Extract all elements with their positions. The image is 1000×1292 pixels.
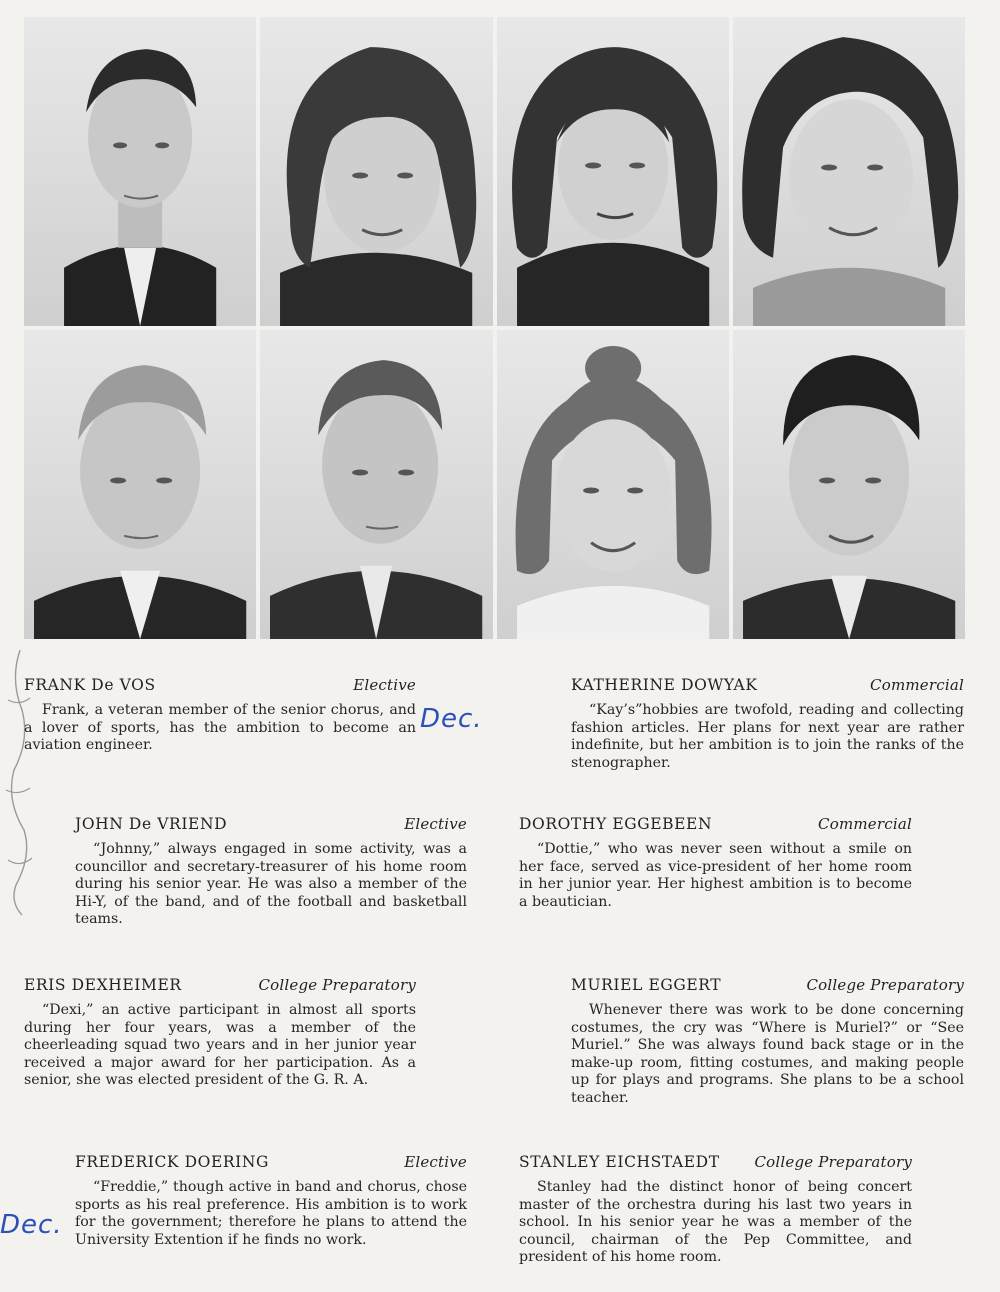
- portrait-frank-de-vos: [24, 17, 256, 326]
- student-bio: “Dottie,” who was never seen without a smile on her face, served as vice-president of her home room in her junior year. Her highest ambition is to become a beautician.: [519, 841, 912, 910]
- entry-frederick-doering: [75, 1153, 467, 1249]
- student-bio: Whenever there was work to be done concerning costumes, the cry was “Where is Muriel?” or “See Muriel.” She was always found back stage or in the make-up room, fitting costumes, and making people up for plays and programs. She plans to be a school teacher.: [571, 1002, 964, 1106]
- course-label: Commercial: [818, 815, 912, 833]
- entry-muriel-eggert: [571, 976, 964, 1108]
- student-name: JOHN De VRIEND: [75, 815, 228, 833]
- student-bio: “Freddie,” though active in band and chorus, chose sports as his real preference. His ambition is to work for the government; therefore he plans to attend the University Extention if he finds no work.: [75, 1179, 467, 1248]
- student-bio: “Johnny,” always engaged in some activity, was a councillor and secretary-treasurer of his home room during his senior year. He was also a member of the Hi-Y, of the band, and of the football and basketball teams.: [75, 841, 467, 928]
- course-label: Elective: [404, 815, 467, 833]
- student-name: ERIS DEXHEIMER: [24, 976, 182, 994]
- portrait-dorothy-eggebeen: [497, 17, 729, 326]
- student-name: KATHERINE DOWYAK: [571, 676, 758, 694]
- portrait-dorothy-eggebeen-2: [733, 17, 965, 326]
- portrait-grid: [24, 17, 965, 639]
- student-name: FRANK De VOS: [24, 676, 156, 694]
- portrait-muriel-eggert: [260, 330, 492, 639]
- course-label: Elective: [404, 1153, 467, 1171]
- entry-stanley-eichstaedt: [519, 1153, 912, 1267]
- entry-katherine-dowyak: [571, 676, 964, 772]
- student-bio: Frank, a veteran member of the senior chorus, and a lover of sports, has the ambition to become an aviation engineer.: [24, 702, 416, 754]
- portrait-john-de-vriend: [24, 330, 256, 639]
- student-name: STANLEY EICHSTAEDT: [519, 1153, 720, 1171]
- student-name: DOROTHY EGGEBEEN: [519, 815, 713, 833]
- course-label: Elective: [353, 676, 416, 694]
- portrait-katherine-dowyak: [260, 17, 492, 326]
- entry-john-de-vriend: [75, 815, 467, 929]
- portrait-stanley-eichstaedt: [733, 330, 965, 639]
- handwritten-note: Dec.: [0, 1210, 63, 1240]
- entry-frank-de-vos: [24, 676, 416, 755]
- student-name: MURIEL EGGERT: [571, 976, 722, 994]
- course-label: College Preparatory: [754, 1153, 912, 1171]
- course-label: Commercial: [870, 676, 964, 694]
- student-name: FREDERICK DOERING: [75, 1153, 270, 1171]
- student-bio: “Kay’s”hobbies are twofold, reading and collecting fashion articles. Her plans for next year are rather indefinite, but her ambition is to join the ranks of the stenographer.: [571, 702, 964, 771]
- student-bio: “Dexi,” an active participant in almost all sports during her four years, was a member of the cheerleading squad two years and in her junior year received a major award for her participation. As a senior, she was elected president of the G. R. A.: [24, 1002, 416, 1089]
- course-label: College Preparatory: [806, 976, 964, 994]
- handwritten-note: Dec.: [420, 704, 483, 734]
- entry-eris-dexheimer: [24, 976, 416, 1090]
- student-bio: Stanley had the distinct honor of being concert master of the orchestra during his last two years in school. In his senior year he was a member of the council, chairman of the Pep Committee, and president of his home room.: [519, 1179, 912, 1266]
- course-label: College Preparatory: [258, 976, 416, 994]
- portrait-eris-dexheimer: [497, 330, 729, 639]
- entry-dorothy-eggebeen: [519, 815, 912, 911]
